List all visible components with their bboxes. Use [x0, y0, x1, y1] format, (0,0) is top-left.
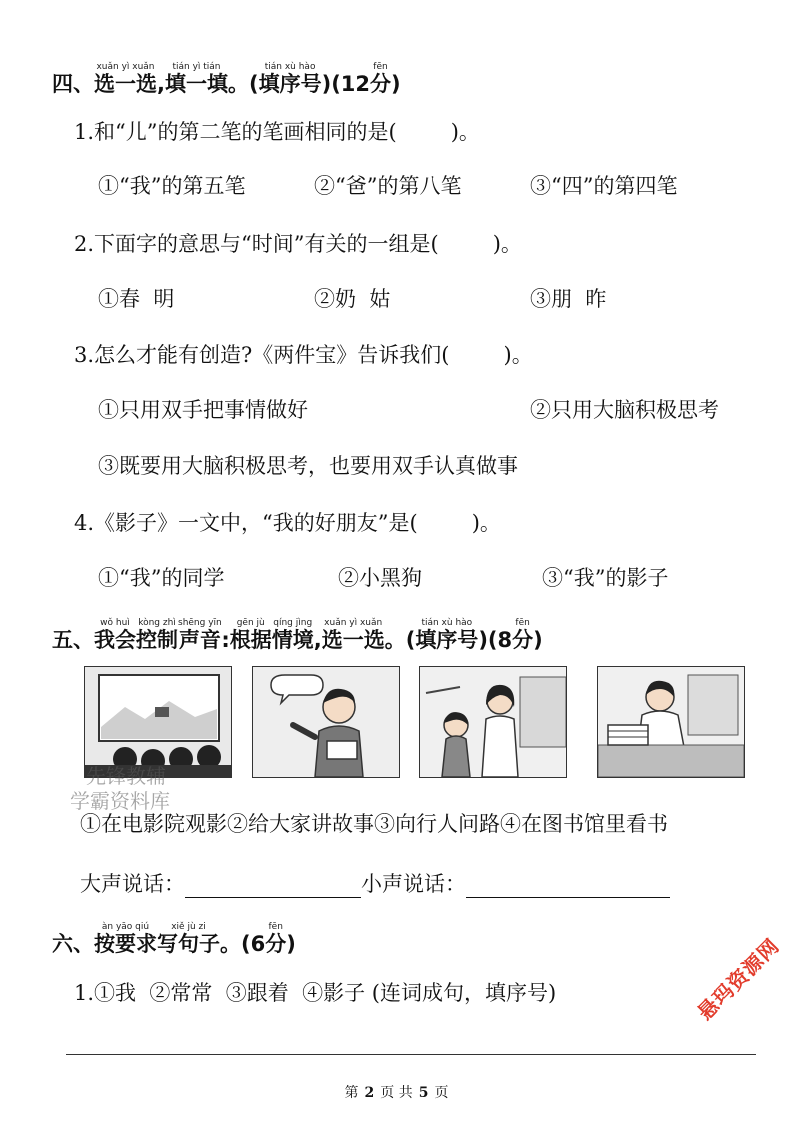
storytelling-picture	[252, 666, 400, 778]
question-6-1: 1.①我 ②常常 ③跟着 ④影子 (连词成句，填序号)	[74, 981, 557, 1005]
section-6-title: 六、按要求àn yāo qiú写句子xiě jù zi。(6分fēn)	[52, 922, 296, 956]
question-4-4: 4.《影子》一文中，“我的好朋友”是( )。	[74, 511, 501, 535]
watermark-text: 先锋教辅	[86, 764, 166, 788]
option[interactable]: ②只用大脑积极思考	[530, 398, 719, 422]
asking-directions-picture	[419, 666, 567, 778]
option[interactable]: ③既要用大脑积极思考，也要用双手认真做事	[98, 454, 518, 478]
answer-line-rule[interactable]	[66, 1054, 756, 1055]
watermark-text: 学霸资料库	[70, 789, 170, 813]
option[interactable]: ①只用双手把事情做好	[98, 398, 308, 422]
option[interactable]: ③“四”的第四笔	[530, 174, 678, 198]
option[interactable]: ②“爸”的第八笔	[314, 174, 462, 198]
option[interactable]: ②小黑狗	[338, 566, 422, 590]
quiet-answer-blank[interactable]	[466, 875, 670, 898]
option[interactable]: ①“我”的第五笔	[98, 174, 246, 198]
page-footer: 第 2 页 共 5 页	[344, 1085, 449, 1101]
watermark-stamp: 悬玛资源网	[692, 933, 785, 1025]
option[interactable]: ②奶 姑	[314, 287, 391, 311]
option[interactable]: ①春 明	[98, 287, 175, 311]
question-4-1: 1.和“儿”的第二笔的笔画相同的是( )。	[74, 120, 480, 144]
section-5-title: 五、我会wǒ huì控制kòng zhì声音shēng yīn:根据gēn jù情境qíng jìng,选一选xuǎn yì xuǎn。(填序号tián xù hào)(8分fēn)	[52, 618, 543, 652]
option[interactable]: ③朋 昨	[530, 287, 607, 311]
loud-speaking-row: 大声说话： 小声说话：	[80, 868, 670, 898]
option[interactable]: ①“我”的同学	[98, 566, 225, 590]
option[interactable]: ③“我”的影子	[542, 566, 669, 590]
section-4-title: 四、选一选xuǎn yì xuǎn,填一填tián yì tián。(填序号tián xù hào)(12分fēn)	[52, 62, 401, 96]
loud-answer-blank[interactable]	[185, 875, 361, 898]
scene-list: ①在电影院观影②给大家讲故事③向行人问路④在图书馆里看书	[80, 812, 668, 836]
question-4-3: 3.怎么才能有创造?《两件宝》告诉我们( )。	[74, 343, 533, 367]
library-picture	[597, 666, 745, 778]
question-4-2: 2.下面字的意思与“时间”有关的一组是( )。	[74, 232, 522, 256]
